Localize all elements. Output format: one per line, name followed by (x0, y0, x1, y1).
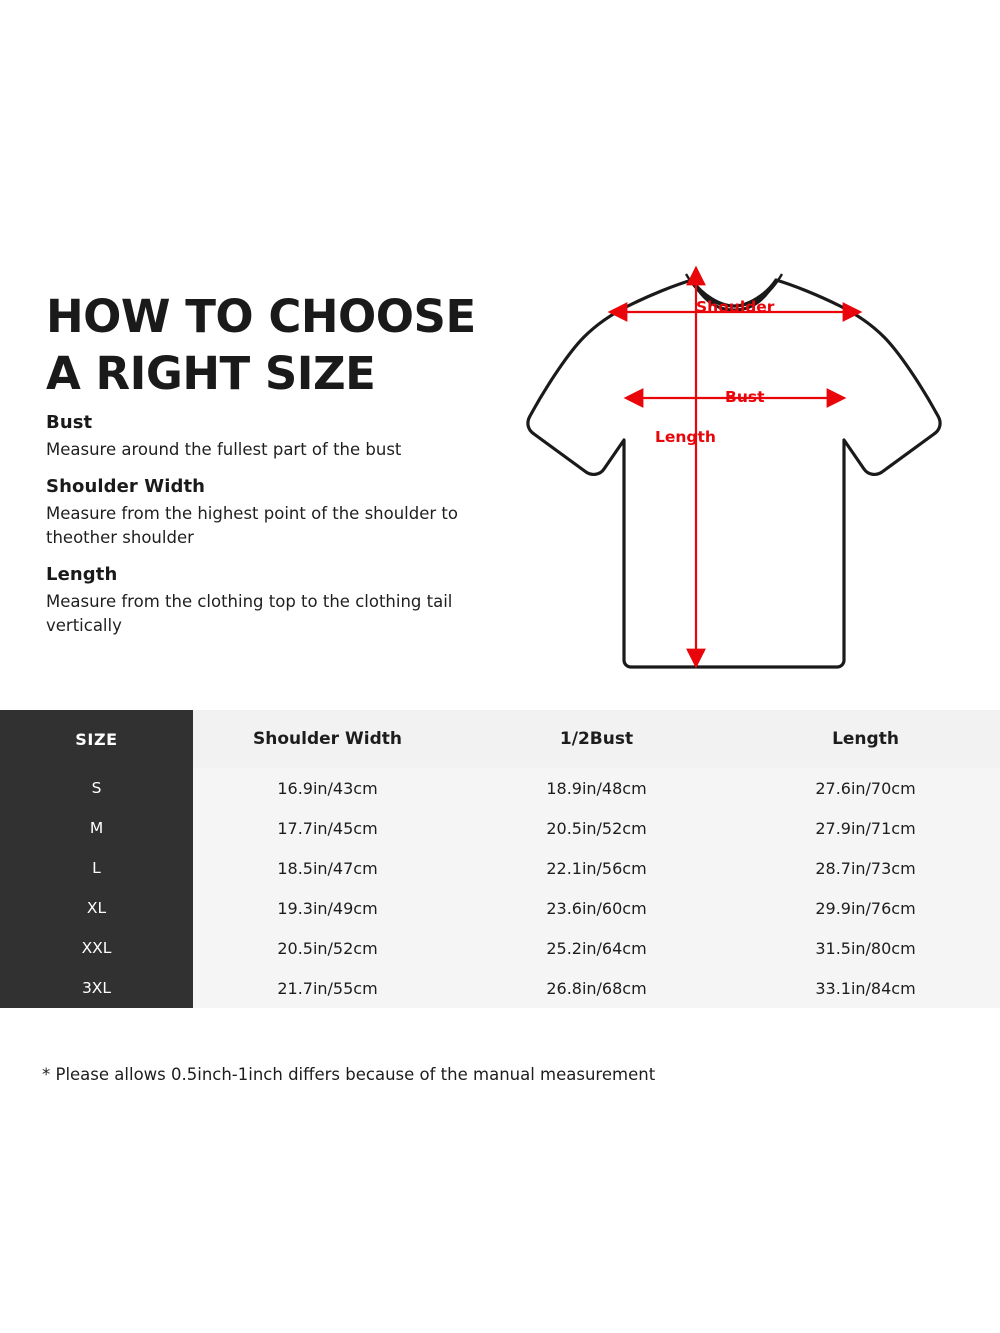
definition-text: Measure around the fullest part of the bust (46, 440, 402, 459)
table-header-row (0, 710, 1000, 768)
row-shoulder-width: 20.5in/52cm (193, 928, 462, 968)
row-size: XXL (0, 928, 193, 968)
measurement-disclaimer: * Please allows 0.5inch-1inch differs because of the manual measurement (42, 1065, 656, 1084)
row-shoulder-width: 18.5in/47cm (193, 848, 462, 888)
label-bust: Bust (725, 388, 765, 406)
page-title: HOW TO CHOOSE A RIGHT SIZE (46, 290, 476, 401)
table-row (0, 968, 1000, 1008)
row-half-bust: 22.1in/56cm (462, 848, 731, 888)
row-length: 27.6in/70cm (731, 768, 1000, 808)
definition-title: Shoulder Width (46, 476, 206, 497)
row-half-bust: 20.5in/52cm (462, 808, 731, 848)
row-half-bust: 25.2in/64cm (462, 928, 731, 968)
definition-title: Length (46, 564, 118, 585)
table-row (0, 808, 1000, 848)
row-half-bust: 26.8in/68cm (462, 968, 731, 1008)
row-size: M (0, 808, 193, 848)
row-shoulder-width: 16.9in/43cm (193, 768, 462, 808)
size-table (0, 710, 1000, 1008)
table-header-half-bust: 1/2Bust (462, 710, 731, 768)
table-header-size: SIZE (0, 710, 193, 768)
tshirt-diagram (500, 240, 970, 690)
table-row (0, 768, 1000, 808)
row-length: 27.9in/71cm (731, 808, 1000, 848)
table-row (0, 928, 1000, 968)
row-shoulder-width: 17.7in/45cm (193, 808, 462, 848)
row-shoulder-width: 19.3in/49cm (193, 888, 462, 928)
definition-text: Measure from the clothing top to the clothing tail vertically (46, 592, 453, 635)
row-length: 33.1in/84cm (731, 968, 1000, 1008)
row-size: XL (0, 888, 193, 928)
table-row (0, 888, 1000, 928)
definition-title: Bust (46, 412, 93, 433)
table-header-shoulder-width: Shoulder Width (193, 710, 462, 768)
row-size: 3XL (0, 968, 193, 1008)
row-size: S (0, 768, 193, 808)
definition-shoulder-width (46, 476, 506, 550)
row-length: 31.5in/80cm (731, 928, 1000, 968)
label-shoulder: Shoulder (696, 298, 775, 316)
row-shoulder-width: 21.7in/55cm (193, 968, 462, 1008)
label-length: Length (655, 428, 716, 446)
row-half-bust: 18.9in/48cm (462, 768, 731, 808)
table-header-length: Length (731, 710, 1000, 768)
measurement-definitions (46, 412, 506, 652)
row-half-bust: 23.6in/60cm (462, 888, 731, 928)
definition-length (46, 564, 506, 638)
table-row (0, 848, 1000, 888)
row-length: 29.9in/76cm (731, 888, 1000, 928)
definition-bust (46, 412, 506, 462)
row-size: L (0, 848, 193, 888)
row-length: 28.7in/73cm (731, 848, 1000, 888)
definition-text: Measure from the highest point of the shoulder to theother shoulder (46, 504, 458, 547)
